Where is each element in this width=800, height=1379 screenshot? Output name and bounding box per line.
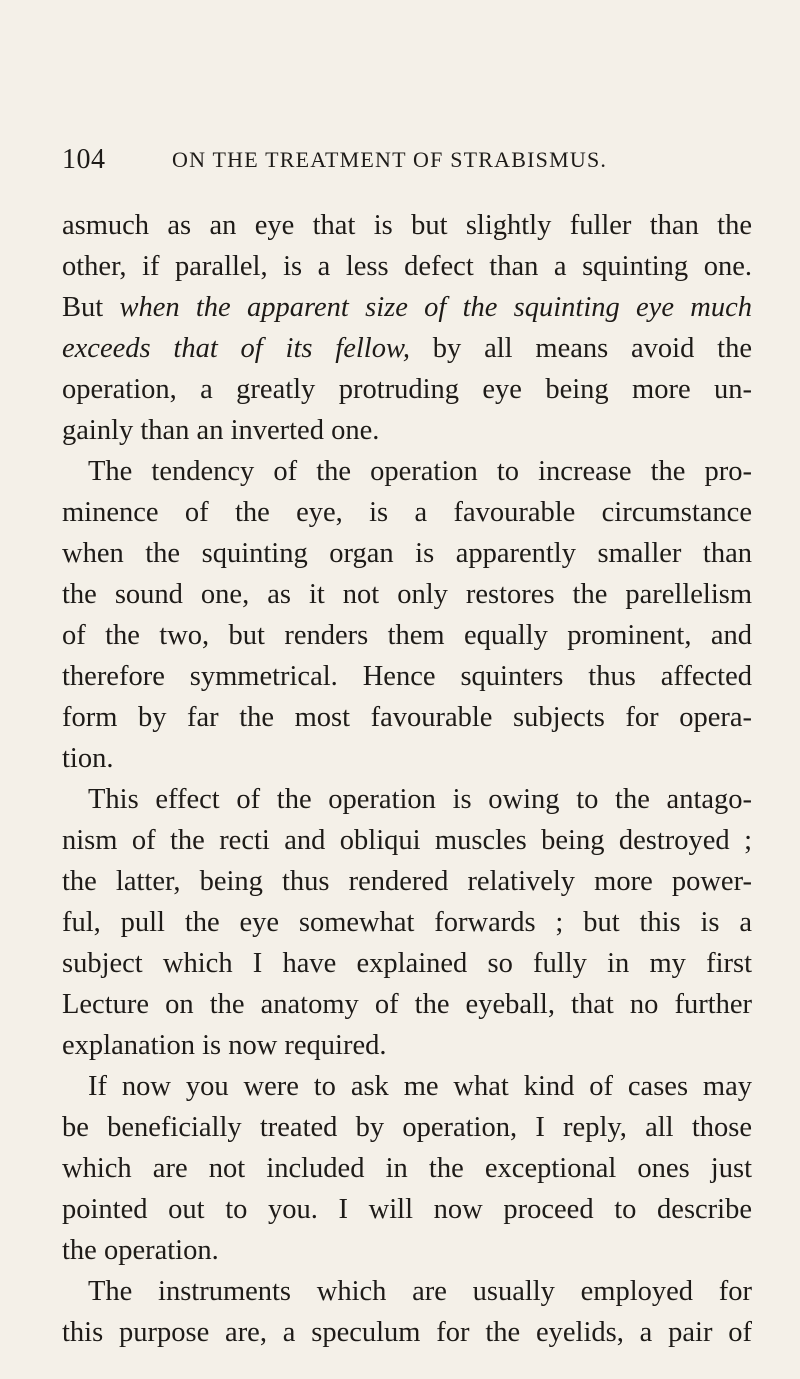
page-number: 104 [62, 144, 106, 175]
paragraph-first-line: This effect of the operation is owing to the antago- [88, 784, 752, 815]
text-line [62, 287, 752, 328]
text-line: ful, pull the eye somewhat forwards ; but this is a [62, 907, 752, 938]
text-line: minence of the eye, is a favourable circumstance [62, 497, 752, 528]
text-line: Lecture on the anatomy of the eyeball, that no further [62, 989, 752, 1020]
running-title: ON THE TREATMENT OF STRABISMUS. [172, 147, 608, 172]
text-line: therefore symmetrical. Hence squinters thus affected [62, 661, 752, 692]
paragraph-first-line: If now you were to ask me what kind of cases may [88, 1071, 752, 1102]
running-head [62, 144, 742, 184]
paragraph-first-line: The tendency of the operation to increase the pro- [88, 456, 752, 487]
italic-text: exceeds that of its fellow, [62, 333, 410, 364]
text-line: nism of the recti and obliqui muscles being destroyed ; [62, 825, 752, 856]
text-line: form by far the most favourable subjects for opera- [62, 702, 752, 733]
line-text: But [62, 292, 120, 323]
text-line: when the squinting organ is apparently smaller than [62, 538, 752, 569]
text-line: pointed out to you. I will now proceed to describe [62, 1194, 752, 1225]
text-line: the sound one, as it not only restores the parellelism [62, 579, 752, 610]
body-text [62, 205, 752, 1353]
text-line: the latter, being thus rendered relatively more power- [62, 866, 752, 897]
line-text: by all means avoid the [409, 333, 752, 364]
paragraph-first-line: The instruments which are usually employed for [88, 1276, 752, 1307]
text-line: asmuch as an eye that is but slightly fuller than the [62, 210, 752, 241]
text-line: which are not included in the exceptional ones just [62, 1153, 752, 1184]
text-line: this purpose are, a speculum for the eyelids, a pair of [62, 1317, 752, 1348]
italic-text: when the apparent size of the squinting eye much [119, 292, 752, 323]
text-line: be beneficially treated by operation, I reply, all those [62, 1112, 752, 1143]
text-line: explanation is now required. [62, 1030, 387, 1061]
text-line: subject which I have explained so fully in my first [62, 948, 752, 979]
text-line: gainly than an inverted one. [62, 415, 380, 446]
text-line: of the two, but renders them equally prominent, and [62, 620, 752, 651]
text-line [62, 328, 752, 369]
text-line: tion. [62, 743, 114, 774]
text-line: operation, a greatly protruding eye being more un- [62, 374, 752, 405]
text-line: the operation. [62, 1235, 219, 1266]
text-line: other, if parallel, is a less defect than a squinting one. [62, 251, 752, 282]
